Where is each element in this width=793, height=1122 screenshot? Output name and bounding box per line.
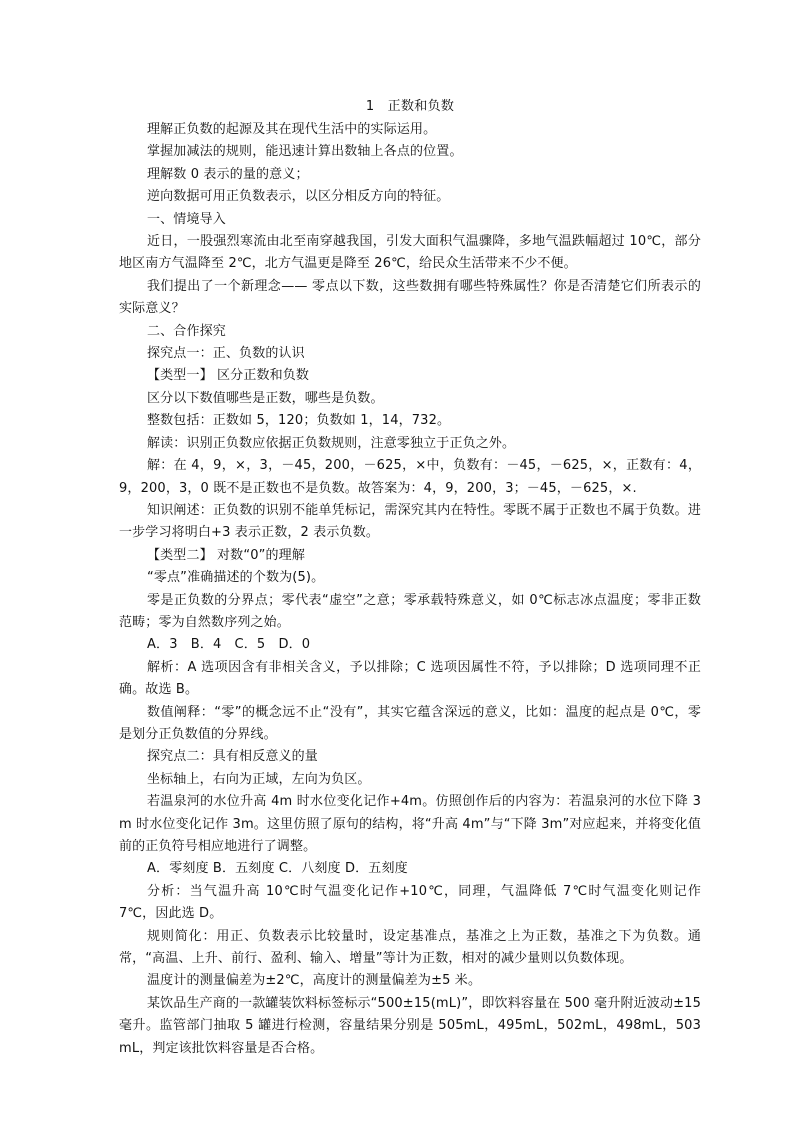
paragraph: 掌握加减法的规则，能迅速计算出数轴上各点的位置。 [147, 144, 463, 160]
document-title: 1 正数和负数 [365, 99, 455, 114]
paragraph: 分析：当气温升高 10℃时气温变化记作+10℃，同理，气温降低 7℃时气温变化则记作 7℃，因此选 D。 [119, 883, 701, 922]
paragraph: 近日，一股强烈寒流由北至南穿越我国，引发大面积气温骤降，多地气温跌幅超过 10℃，部分地区南方气温降至 2℃，北方气温更是降至 26℃，给民众生活带来不少不便。 [119, 234, 701, 272]
paragraph: 若温泉河的水位升高 4m 时水位变化记作+4m。仿照创作后的内容为：若温泉河的水位下降 3m 时水位变化记作 3m。这里仿照了原句的结构，将“升高 4m”与“下降 3m”对应起来，并将变化值前的正负符号相应地进行了调整。 [119, 794, 701, 854]
paragraph: 逆向数据可用正负数表示，以区分相反方向的特征。 [147, 189, 450, 205]
paragraph: “零点”准确描述的个数为(5)。 [147, 570, 325, 586]
paragraph: 整数包括：正数如 5，120；负数如 1，14，732。 [147, 413, 451, 429]
type-heading: 【类型一】 区分正数和负数 [147, 368, 310, 384]
answer-options: A．3 B．4 C．5 D．0 [147, 637, 311, 653]
answer-options: A．零刻度 B．五刻度 C．八刻度 D．五刻度 [147, 861, 408, 877]
paragraph: 规则简化：用正、负数表示比较量时，设定基准点，基准之上为正数，基准之下为负数。通常，“高温、上升、前行、盈利、输入、增量”等计为正数，相对的减少量则以负数体现。 [119, 928, 701, 967]
paragraph: 知识阐述：正负数的识别不能单凭标记，需深究其内在特性。零既不属于正数也不属于负数。进一步学习将明白+3 表示正数，2 表示负数。 [119, 502, 701, 541]
paragraph: 解析：A 选项因含有非相关含义，予以排除；C 选项因属性不符，予以排除；D 选项同理不正确。故选 B。 [119, 659, 701, 698]
paragraph: 区分以下数值哪些是正数，哪些是负数。 [147, 390, 384, 406]
paragraph: 解读：识别正负数应依据正负数规则，注意零独立于正负之外。 [147, 435, 516, 451]
paragraph: 温度计的测量偏差为±2℃，高度计的测量偏差为±5 米。 [147, 973, 482, 989]
paragraph: 坐标轴上，右向为正域，左向为负区。 [147, 771, 371, 787]
paragraph: 理解正负数的起源及其在现代生活中的实际运用。 [147, 122, 437, 137]
subsection-heading: 探究点二：具有相反意义的量 [147, 749, 318, 765]
paragraph: 解：在 4，9，×，3，－45，200，－625，×中，负数有：－45，－625，×，正数有：4，9，200，3，0 既不是正数也不是负数。故答案为：4，9，200，3；－45，－625，×. [119, 458, 701, 496]
paragraph: 理解数 0 表示的量的意义； [147, 166, 309, 182]
subsection-heading: 探究点一：正、负数的认识 [147, 346, 305, 362]
paragraph: 某饮品生产商的一款罐装饮料标签标示“500±15(mL)”，即饮料容量在 500 毫升附近波动±15 毫升。监管部门抽取 5 罐进行检测，容量结果分别是 505mL，495mL，502mL，498mL，503mL，判定该批饮料容量是否合格。 [119, 995, 701, 1056]
section-heading: 二、合作探究 [147, 323, 226, 339]
paragraph: 我们提出了一个新理念—— 零点以下数，这些数拥有哪些特殊属性？你是否清楚它们所表示的实际意义？ [119, 278, 701, 317]
section-heading: 一、情境导入 [147, 211, 226, 227]
paragraph: 数值阐释：“零”的概念远不止“没有”，其实它蕴含深远的意义，比如：温度的起点是 0℃，零是划分正负数值的分界线。 [119, 704, 701, 742]
paragraph: 零是正负数的分界点；零代表“虚空”之意；零承载特殊意义，如 0℃标志冰点温度；零非正数范畴；零为自然数序列之始。 [119, 592, 701, 630]
type-heading: 【类型二】 对数“0”的理解 [147, 547, 305, 563]
